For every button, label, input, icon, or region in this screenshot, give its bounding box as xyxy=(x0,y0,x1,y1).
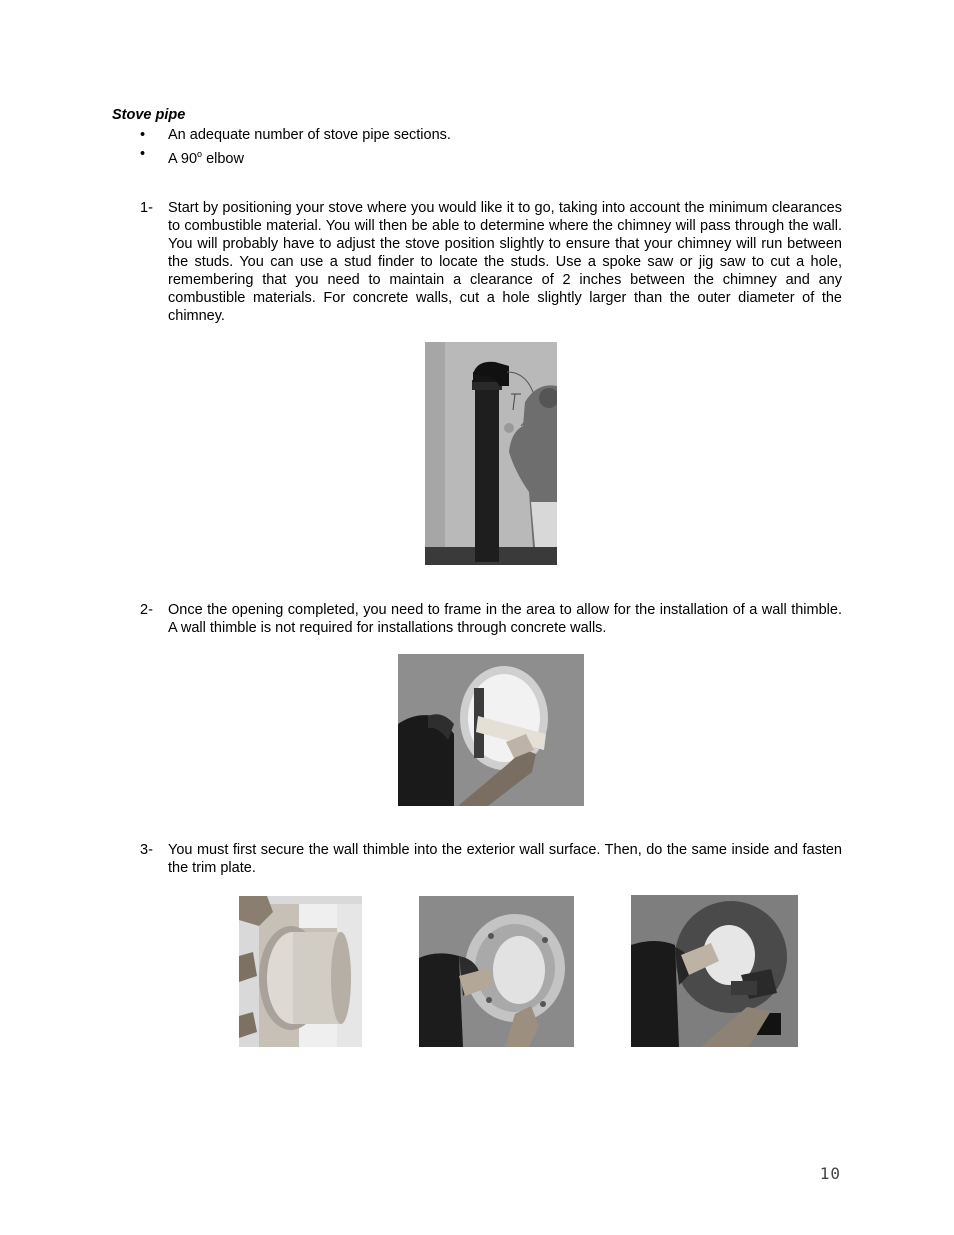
step-1 xyxy=(140,199,842,325)
bullet-icon: • xyxy=(140,146,146,162)
step-text: Once the opening completed, you need to frame in the area to allow for the installation of a wall thimble. A wall thimble is not required for installations through concrete walls. xyxy=(168,602,842,636)
step-3 xyxy=(140,841,842,877)
photo-framing-opening xyxy=(398,654,584,806)
photo-trim-plate xyxy=(631,895,798,1047)
list-item xyxy=(140,126,451,145)
list-item-text: An adequate number of stove pipe sections. xyxy=(168,127,451,143)
photo-interior-thimble xyxy=(419,896,574,1047)
elbow-suffix: elbow xyxy=(202,150,244,167)
step-text: Start by positioning your stove where you would like it to go, taking into account the minimum clearances to combustible material. You will then be able to determine where the chimney will pass through the wall. You will probably have to adjust the stove position slightly to ensure that your chimney will run between the studs. You can use a stud finder to locate the studs. Use a spoke saw or jig saw to cut a hole, remembering that you need to maintain a clearance of 2 inches between the chimney and any combustible materials. For concrete walls, cut a hole slightly larger than the outer diameter of the chimney. xyxy=(168,200,842,324)
step-number: 3- xyxy=(140,842,153,858)
list-item xyxy=(140,145,451,167)
step-number: 1- xyxy=(140,200,153,216)
bullet-icon: • xyxy=(140,127,146,143)
section-title: Stove pipe xyxy=(112,107,186,123)
page-number: 10 xyxy=(819,1164,841,1183)
photo-exterior-thimble xyxy=(239,896,362,1047)
materials-list xyxy=(140,126,451,167)
step-2 xyxy=(140,601,842,637)
photo-marking-wall xyxy=(425,342,557,565)
step-text: You must first secure the wall thimble into the exterior wall surface. Then, do the same inside and fasten the trim plate. xyxy=(168,842,842,876)
degree-sup: o xyxy=(197,149,203,159)
elbow-prefix: A 90 xyxy=(168,150,198,167)
list-item-text xyxy=(168,151,244,167)
step-number: 2- xyxy=(140,602,153,618)
